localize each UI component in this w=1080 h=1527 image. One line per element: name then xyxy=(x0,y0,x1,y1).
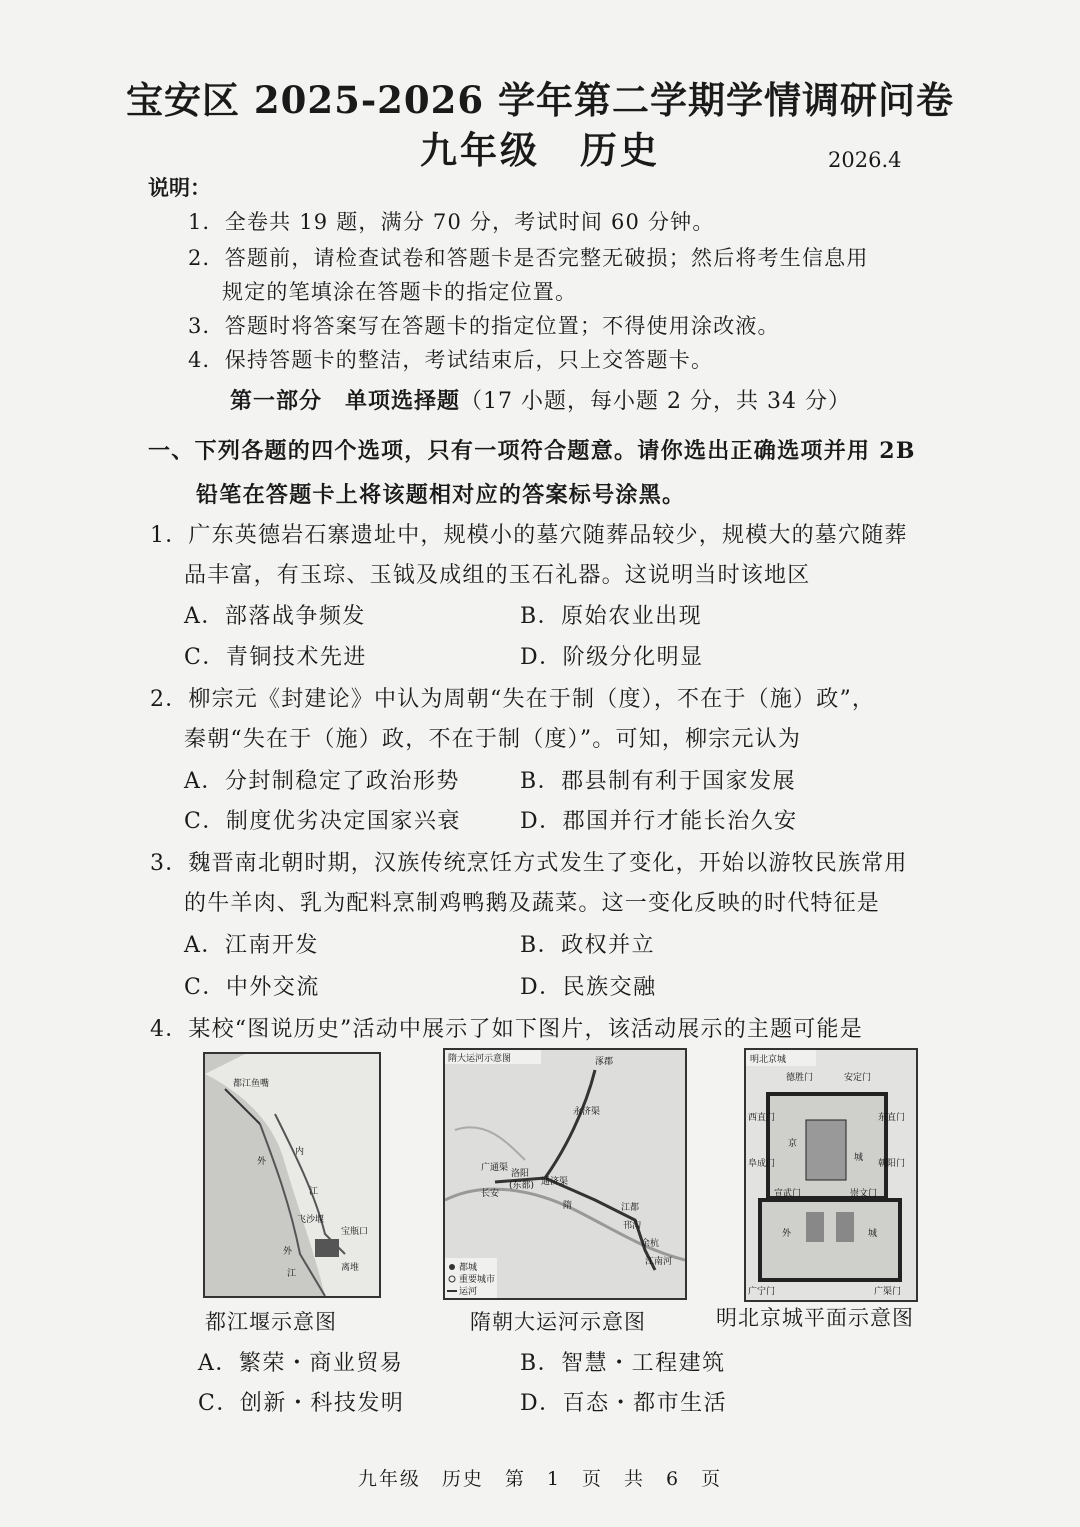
canal-label: 隋 xyxy=(563,1201,573,1211)
section-instruction: 铅笔在答题卡上将该题相对应的答案标号涂黑。 xyxy=(196,482,686,508)
question-1-stem: 品丰富，有玉琮、玉钺及成组的玉石礼器。这说明当时该地区 xyxy=(184,563,811,588)
canal-label: 广通渠 xyxy=(481,1163,509,1173)
beijing-label: 安定门 xyxy=(844,1073,872,1083)
canal-legend-item: 运河 xyxy=(459,1287,478,1297)
dujiangyan-label: 飞沙堰 xyxy=(297,1215,325,1225)
beijing-inset-title: 明北京城 xyxy=(750,1055,787,1065)
beijing-label: 东直门 xyxy=(878,1113,906,1123)
canal-label: 江南河 xyxy=(645,1257,673,1267)
q2-option-a: A．分封制稳定了政治形势 xyxy=(184,769,460,794)
part-title-main: 第一部分 单项选择题 xyxy=(230,388,461,414)
canal-legend-item: 重要城市 xyxy=(459,1275,496,1285)
question-3-stem: 的牛羊肉、乳为配料烹制鸡鸭鹅及蔬菜。这一变化反映的时代特征是 xyxy=(184,891,881,916)
beijing-label: 城 xyxy=(854,1153,864,1163)
canal-label: 涿郡 xyxy=(595,1057,614,1067)
note-item: 2．答题前，请检查试卷和答题卡是否完整无破损；然后将考生信息用 xyxy=(188,246,869,270)
section-instruction: 一、下列各题的四个选项，只有一项符合题意。请你选出正确选项并用 2B xyxy=(148,438,916,464)
dujiangyan-map xyxy=(203,1052,381,1298)
q3-option-a: A．江南开发 xyxy=(184,933,319,958)
beijing-label: 城 xyxy=(868,1229,878,1239)
grand-canal-caption: 隋朝大运河示意图 xyxy=(470,1310,646,1334)
canal-label: 永济渠 xyxy=(573,1107,601,1117)
page-footer: 九年级 历史 第 1 页 共 6 页 xyxy=(357,1468,723,1490)
dujiangyan-label: 江 xyxy=(287,1269,297,1279)
q3-option-d: D．民族交融 xyxy=(520,975,657,1000)
dujiangyan-label: 都江鱼嘴 xyxy=(233,1079,270,1089)
canal-label: 邗沟 xyxy=(623,1221,642,1231)
canal-legend-item: 都城 xyxy=(459,1263,478,1273)
q3-option-c: C．中外交流 xyxy=(184,975,320,1000)
ming-beijing-map xyxy=(744,1048,918,1302)
beijing-label: 西直门 xyxy=(748,1113,776,1123)
q2-option-c: C．制度优劣决定国家兴衰 xyxy=(184,809,461,834)
question-3-stem: 3．魏晋南北朝时期，汉族传统烹饪方式发生了变化，开始以游牧民族常用 xyxy=(150,851,908,876)
beijing-label: 德胜门 xyxy=(786,1073,814,1083)
dujiangyan-label: 外 xyxy=(257,1157,267,1167)
part-title xyxy=(230,384,851,415)
q4-option-d: D．百态・都市生活 xyxy=(520,1391,728,1416)
note-item: 3．答题时将答案写在答题卡的指定位置；不得使用涂改液。 xyxy=(188,314,780,338)
beijing-label: 宣武门 xyxy=(774,1189,802,1199)
canal-label: 通济渠 xyxy=(541,1177,569,1187)
question-1-stem: 1．广东英德岩石寨遗址中，规模小的墓穴随葬品较少，规模大的墓穴随葬 xyxy=(150,523,908,548)
question-2-stem: 2．柳宗元《封建论》中认为周朝“失在于制（度），不在于（施）政”， xyxy=(150,687,876,712)
exam-date: 2026.4 xyxy=(828,148,902,172)
beijing-label: 崇文门 xyxy=(850,1189,878,1199)
canal-label: 洛阳 xyxy=(511,1169,530,1179)
note-item: 1．全卷共 19 题，满分 70 分，考试时间 60 分钟。 xyxy=(188,210,715,234)
grand-canal-map xyxy=(443,1048,687,1300)
question-4-stem: 4．某校“图说历史”活动中展示了如下图片，该活动展示的主题可能是 xyxy=(150,1017,863,1042)
exam-subject: 九年级 历史 xyxy=(420,128,660,172)
question-2-stem: 秦朝“失在于（施）政，不在于制（度）”。可知，柳宗元认为 xyxy=(184,727,802,752)
beijing-label: 京 xyxy=(788,1139,798,1149)
ming-beijing-caption: 明北京城平面示意图 xyxy=(716,1306,914,1330)
canal-label: 长安 xyxy=(481,1189,500,1199)
canal-label: 江都 xyxy=(621,1203,640,1213)
q4-option-b: B．智慧・工程建筑 xyxy=(520,1351,726,1376)
q1-option-b: B．原始农业出现 xyxy=(520,604,703,629)
canal-inset-title: 隋大运河示意图 xyxy=(448,1054,512,1064)
q1-option-a: A．部落战争频发 xyxy=(184,604,366,629)
canal-label: (东都) xyxy=(509,1181,535,1191)
note-item: 4．保持答题卡的整洁，考试结束后，只上交答题卡。 xyxy=(188,348,714,372)
notes-heading: 说明： xyxy=(148,175,211,200)
beijing-label: 朝阳门 xyxy=(878,1159,906,1169)
q1-option-c: C．青铜技术先进 xyxy=(184,645,367,670)
dujiangyan-label: 江 xyxy=(309,1187,319,1197)
beijing-label: 广宁门 xyxy=(748,1287,776,1297)
part-title-sub: （17 小题，每小题 2 分，共 34 分） xyxy=(460,389,851,414)
beijing-label: 广渠门 xyxy=(874,1287,902,1297)
q2-option-d: D．郡国并行才能长治久安 xyxy=(520,809,798,834)
beijing-label: 外 xyxy=(782,1229,792,1239)
q4-option-c: C．创新・科技发明 xyxy=(198,1391,405,1416)
dujiangyan-label: 宝瓶口 xyxy=(341,1227,369,1237)
note-item: 规定的笔填涂在答题卡的指定位置。 xyxy=(222,280,578,304)
q4-option-a: A．繁荣・商业贸易 xyxy=(198,1351,404,1376)
canal-label: 余杭 xyxy=(641,1239,660,1249)
dujiangyan-label: 内 xyxy=(295,1147,305,1157)
exam-title: 宝安区 2025-2026 学年第二学期学情调研问卷 xyxy=(125,78,955,122)
dujiangyan-caption: 都江堰示意图 xyxy=(205,1310,337,1334)
q3-option-b: B．政权并立 xyxy=(520,933,656,958)
beijing-label: 阜成门 xyxy=(748,1159,776,1169)
q2-option-b: B．郡县制有利于国家发展 xyxy=(520,769,797,794)
dujiangyan-label: 离堆 xyxy=(341,1263,360,1273)
q1-option-d: D．阶级分化明显 xyxy=(520,645,704,670)
dujiangyan-label: 外 xyxy=(283,1247,293,1257)
